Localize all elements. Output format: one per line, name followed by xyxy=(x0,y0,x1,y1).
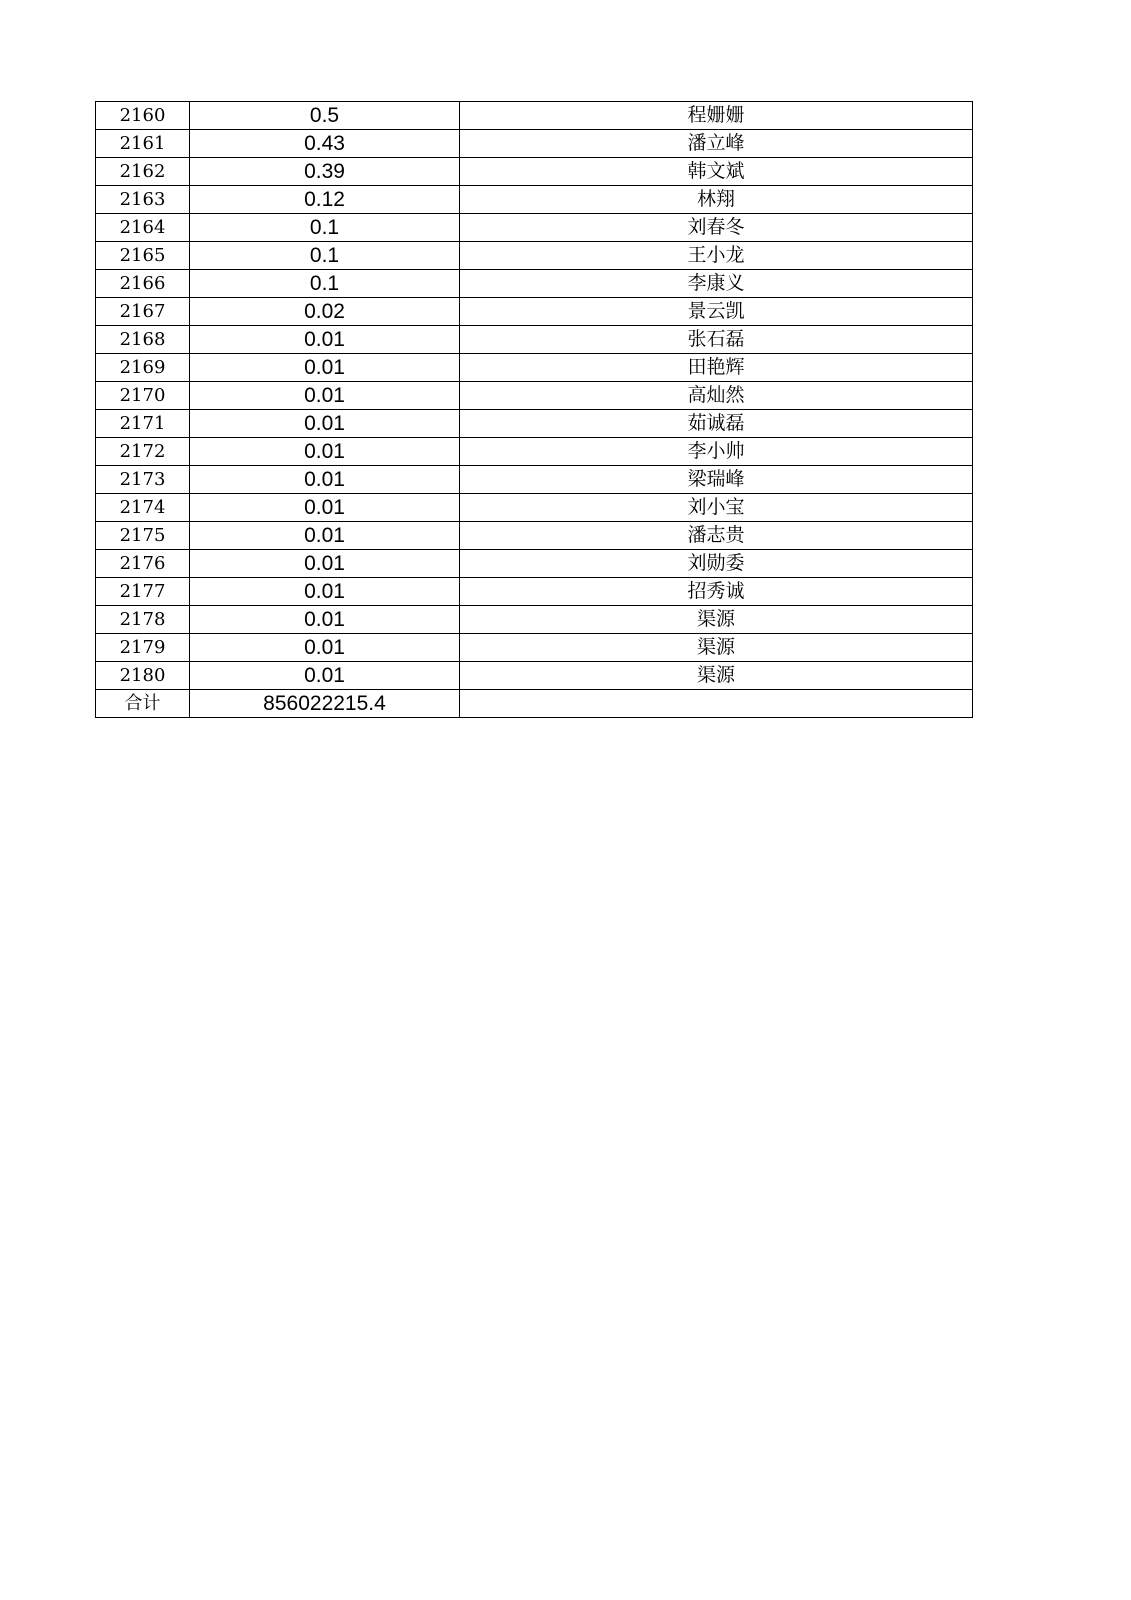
row-amount: 0.01 xyxy=(190,578,460,606)
row-number: 2171 xyxy=(96,410,190,438)
table-row xyxy=(96,326,973,354)
total-name xyxy=(460,690,973,718)
row-amount: 0.01 xyxy=(190,354,460,382)
row-name: 李康义 xyxy=(460,270,973,298)
row-number: 2174 xyxy=(96,494,190,522)
table-row xyxy=(96,662,973,690)
row-name: 李小帅 xyxy=(460,438,973,466)
row-number: 2167 xyxy=(96,298,190,326)
row-number: 2177 xyxy=(96,578,190,606)
row-amount: 0.01 xyxy=(190,522,460,550)
row-number: 2162 xyxy=(96,158,190,186)
row-name: 田艳辉 xyxy=(460,354,973,382)
table-body xyxy=(96,102,973,718)
row-amount: 0.01 xyxy=(190,438,460,466)
row-name: 潘志贵 xyxy=(460,522,973,550)
row-name: 渠源 xyxy=(460,662,973,690)
table-row xyxy=(96,494,973,522)
row-amount: 0.01 xyxy=(190,382,460,410)
table-row xyxy=(96,158,973,186)
row-number: 2166 xyxy=(96,270,190,298)
row-name: 刘春冬 xyxy=(460,214,973,242)
row-number: 2160 xyxy=(96,102,190,130)
row-amount: 0.39 xyxy=(190,158,460,186)
table-row xyxy=(96,242,973,270)
table-row xyxy=(96,354,973,382)
row-number: 2178 xyxy=(96,606,190,634)
total-label: 合计 xyxy=(96,690,190,718)
row-number: 2164 xyxy=(96,214,190,242)
row-amount: 0.43 xyxy=(190,130,460,158)
row-amount: 0.1 xyxy=(190,270,460,298)
row-number: 2169 xyxy=(96,354,190,382)
row-name: 渠源 xyxy=(460,606,973,634)
row-name: 刘勋委 xyxy=(460,550,973,578)
table-row xyxy=(96,410,973,438)
row-number: 2168 xyxy=(96,326,190,354)
table-row xyxy=(96,634,973,662)
row-amount: 0.1 xyxy=(190,242,460,270)
table-row xyxy=(96,270,973,298)
row-amount: 0.02 xyxy=(190,298,460,326)
row-amount: 0.01 xyxy=(190,410,460,438)
row-name: 林翔 xyxy=(460,186,973,214)
row-amount: 0.01 xyxy=(190,494,460,522)
table-row xyxy=(96,466,973,494)
row-name: 程姗姗 xyxy=(460,102,973,130)
row-amount: 0.12 xyxy=(190,186,460,214)
row-name: 茹诚磊 xyxy=(460,410,973,438)
row-number: 2175 xyxy=(96,522,190,550)
row-name: 张石磊 xyxy=(460,326,973,354)
row-number: 2161 xyxy=(96,130,190,158)
row-name: 高灿然 xyxy=(460,382,973,410)
row-number: 2165 xyxy=(96,242,190,270)
table-row xyxy=(96,214,973,242)
table-row xyxy=(96,130,973,158)
table-row xyxy=(96,186,973,214)
total-row xyxy=(96,690,973,718)
row-number: 2180 xyxy=(96,662,190,690)
table-row xyxy=(96,438,973,466)
row-amount: 0.01 xyxy=(190,634,460,662)
row-name: 王小龙 xyxy=(460,242,973,270)
table-row xyxy=(96,102,973,130)
row-name: 韩文斌 xyxy=(460,158,973,186)
row-amount: 0.01 xyxy=(190,550,460,578)
row-number: 2163 xyxy=(96,186,190,214)
row-amount: 0.01 xyxy=(190,606,460,634)
row-number: 2173 xyxy=(96,466,190,494)
row-name: 潘立峰 xyxy=(460,130,973,158)
row-number: 2170 xyxy=(96,382,190,410)
row-amount: 0.1 xyxy=(190,214,460,242)
row-amount: 0.01 xyxy=(190,326,460,354)
table-row xyxy=(96,578,973,606)
row-amount: 0.01 xyxy=(190,466,460,494)
row-name: 景云凯 xyxy=(460,298,973,326)
table-row xyxy=(96,382,973,410)
row-number: 2179 xyxy=(96,634,190,662)
row-name: 渠源 xyxy=(460,634,973,662)
table-row xyxy=(96,550,973,578)
row-number: 2172 xyxy=(96,438,190,466)
row-name: 刘小宝 xyxy=(460,494,973,522)
row-amount: 0.01 xyxy=(190,662,460,690)
row-number: 2176 xyxy=(96,550,190,578)
table-row xyxy=(96,606,973,634)
row-name: 梁瑞峰 xyxy=(460,466,973,494)
row-name: 招秀诚 xyxy=(460,578,973,606)
table-row xyxy=(96,522,973,550)
table-row xyxy=(96,298,973,326)
row-amount: 0.5 xyxy=(190,102,460,130)
total-amount: 856022215.4 xyxy=(190,690,460,718)
data-table xyxy=(95,101,973,718)
